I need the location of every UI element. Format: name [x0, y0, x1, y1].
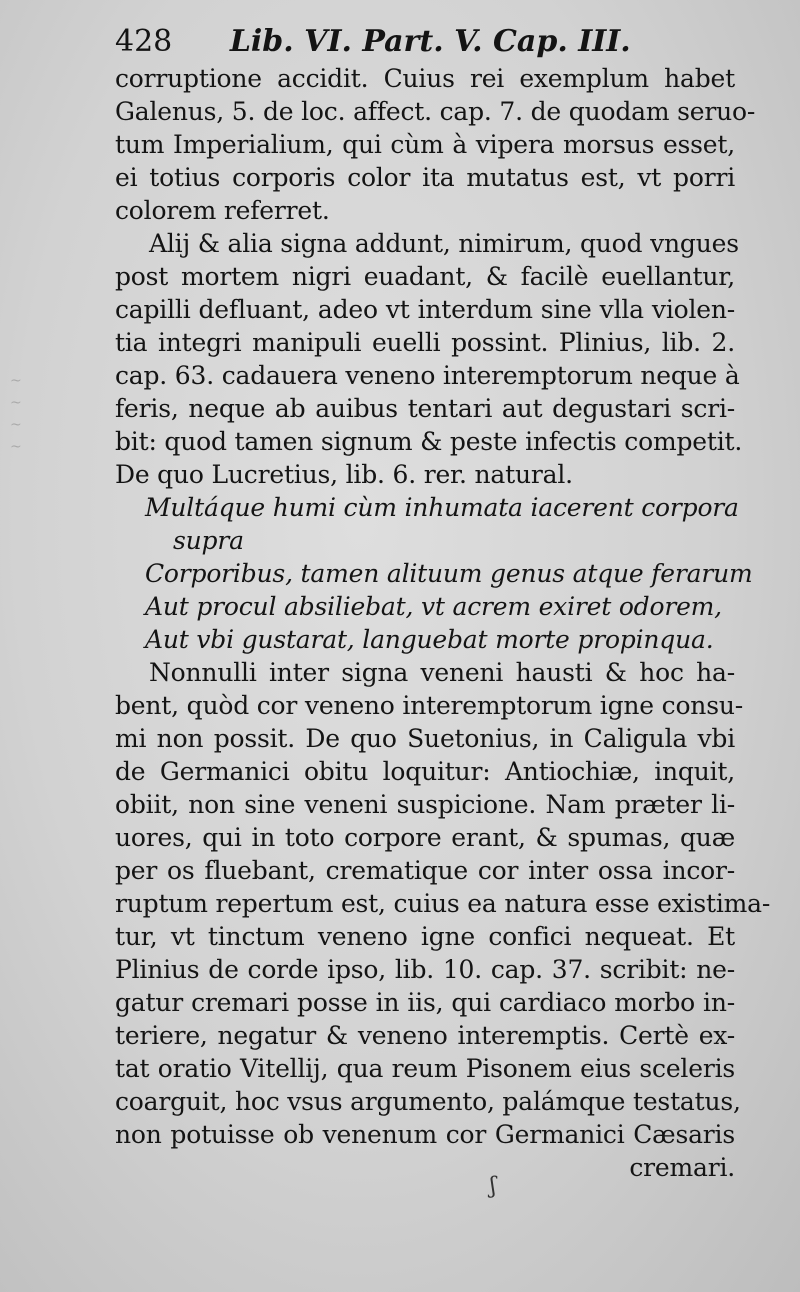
text-line: post mortem nigri euadant, & facilè euellantur,	[115, 262, 735, 291]
text-line: Plinius de corde ipso, lib. 10. cap. 37. scribit: ne-	[115, 955, 735, 984]
show-through-marks: ~ ~ ~ ~	[10, 373, 22, 455]
verse-line: supra	[173, 526, 244, 555]
text-line: tia integri manipuli euelli possint. Plinius, lib. 2.	[115, 328, 735, 357]
text-line: tum Imperialium, qui cùm à vipera morsus esset,	[115, 130, 735, 159]
text-line: corruptione accidit. Cuius rei exemplum habet	[115, 64, 735, 93]
verse-line: Aut vbi gustarat, languebat morte propinqua.	[145, 625, 714, 654]
page-number: 428	[115, 24, 173, 59]
running-title: Lib. VI. Part. V. Cap. III.	[229, 24, 631, 59]
text-line: coarguit, hoc vsus argumento, palámque testatus,	[115, 1087, 741, 1116]
text-line: Nonnulli inter signa veneni hausti & hoc ha-	[149, 658, 735, 687]
text-line: De quo Lucretius, lib. 6. rer. natural.	[115, 460, 573, 489]
paragraph-2	[115, 227, 743, 491]
text-line: Galenus, 5. de loc. affect. cap. 7. de quodam seruo-	[115, 97, 756, 126]
text-line: ei totius corporis color ita mutatus est, vt porri	[115, 163, 735, 192]
text-line: bit: quod tamen signum & peste infectis competit.	[115, 427, 743, 456]
verse-line: Aut procul absiliebat, vt acrem exiret odorem,	[145, 592, 722, 621]
text-line: per os fluebant, crematique cor inter ossa incor-	[115, 856, 735, 885]
text-line-final: cremari.	[629, 1153, 735, 1182]
text-line: non potuisse ob venenum cor Germanici Cæsaris	[115, 1120, 735, 1149]
verse-line: Multáque humi cùm inhumata iacerent corpora	[145, 493, 739, 522]
ink-speck: ʃ	[490, 1174, 496, 1199]
text-line: gatur cremari posse in iis, qui cardiaco morbo in-	[115, 988, 735, 1017]
text-line: mi non possit. De quo Suetonius, in Caligula vbi	[115, 724, 735, 753]
text-line: uores, qui in toto corpore erant, & spumas, quæ	[115, 823, 735, 852]
text-line: bent, quòd cor veneno interemptorum igne consu-	[115, 691, 743, 720]
text-line: cap. 63. cadauera veneno interemptorum neque à	[115, 361, 740, 390]
text-line: Alij & alia signa addunt, nimirum, quod vngues	[149, 229, 739, 258]
verse-quotation	[115, 491, 753, 656]
text-line: ruptum repertum est, cuius ea natura esse existima-	[115, 889, 771, 918]
text-line: feris, neque ab auibus tentari aut degustari scri-	[115, 394, 735, 423]
page-header	[115, 22, 715, 62]
text-line: teriere, negatur & veneno interemptis. Certè ex-	[115, 1021, 735, 1050]
text-line: tat oratio Vitellij, qua reum Pisonem eius sceleris	[115, 1054, 735, 1083]
body-text	[115, 62, 771, 1184]
text-line: tur, vt tinctum veneno igne confici nequeat. Et	[115, 922, 735, 951]
text-line: obiit, non sine veneni suspicione. Nam præter li-	[115, 790, 735, 819]
paragraph-1	[115, 62, 756, 227]
paragraph-3	[115, 656, 771, 1184]
text-line: colorem referret.	[115, 196, 330, 225]
verse-line: Corporibus, tamen alituum genus atque ferarum	[145, 559, 753, 588]
text-line: capilli defluant, adeo vt interdum sine vlla violen-	[115, 295, 735, 324]
text-line: de Germanici obitu loquitur: Antiochiæ, inquit,	[115, 757, 735, 786]
